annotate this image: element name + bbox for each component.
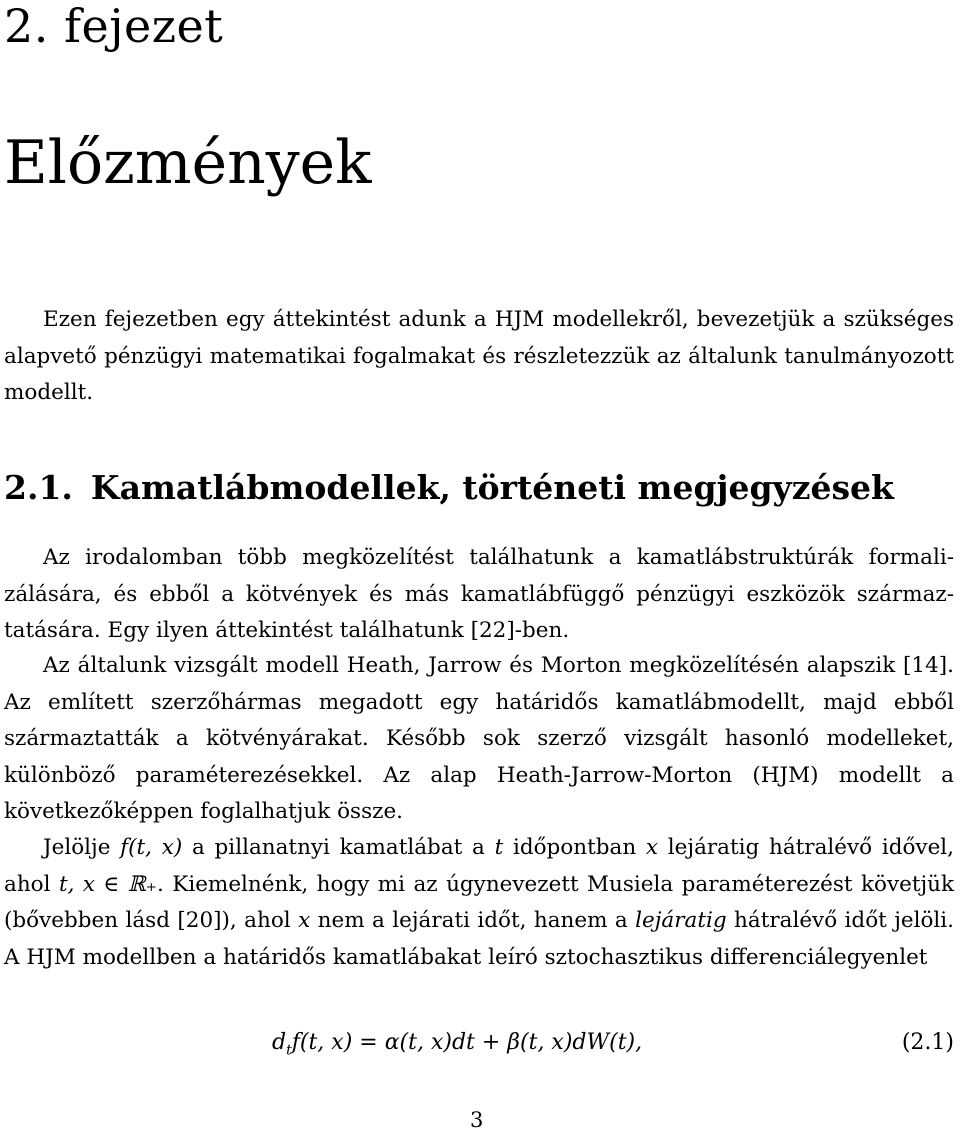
equation-number: (2.1) [901, 1030, 954, 1055]
paragraph-2: Az általunk vizsgált modell Heath, Jarrow és Morton megközelítésén alapszik [14]. Az említett szerzőhármas megadott egy határidős kamatlábmodellt, majd ebből származtatták a kötvényárakat. Később sok szerző vizsgált hasonló modelleket, különböző paraméterezésekkel. Az alap Heath-Jarrow-Morton (HJM) modellt a következőképpen foglalhatjuk össze. [4, 653, 954, 824]
paragraph-3-text: időpontban [503, 835, 646, 860]
document-page [4, 0, 954, 1135]
paragraph-3-text: hátralévő időt jelöli. A HJM modellben a határidős kamatlábakat leíró sztochasztikus differenciálegyenlet [4, 908, 954, 970]
equation-subscript: t [286, 1042, 292, 1059]
chapter-label: 2. fejezet [4, 0, 224, 53]
section-number: 2.1. [4, 468, 73, 507]
paragraph-1: Az irodalomban több megközelítést találhatunk a kamatlábstruktúrák formalizálására, és ebből a kötvények és más kamatlábfüggő pénzügyi eszközök származtatására. Egy ilyen áttekintést találhatunk [22]-ben. [4, 545, 954, 643]
math-x: x [298, 908, 311, 933]
chapter-title: Előzmények [4, 128, 372, 198]
paragraph-3-text: lejáratig hátralévő idővel, ahol [4, 835, 954, 897]
math-t: t [494, 835, 504, 860]
section-title: Kamatlábmodellek, történeti megjegyzések [90, 468, 894, 507]
section-heading [4, 462, 894, 514]
equation-d: d [272, 1030, 287, 1055]
emphasis-lejaratig: lejáratig [635, 908, 727, 933]
paragraph-3-text: nem a lejárati időt, hanem a [310, 908, 636, 933]
paragraph-3 [4, 830, 954, 976]
intro-paragraph: Ezen fejezetben egy áttekintést adunk a HJM modellekről, bevezetjük a szükséges alapvető pénzügyi matematikai fogalmakat és részletezzük az általunk tanulmányozott modellt. [4, 307, 954, 405]
paragraph-3-text: a pillanatnyi kamatlábat a [182, 835, 495, 860]
math-set: t, x ∈ ℝ₊ [58, 871, 157, 897]
paragraph-3-text: . Kiemelnénk, hogy mi az úgynevezett Musiela paraméterezést követjük (bővebben lásd [20]), ahol [4, 871, 955, 933]
equation [272, 1030, 642, 1058]
paragraph-3-text: Jelölje [43, 835, 121, 860]
equation-body: f(t, x) = α(t, x)dt + β(t, x)dW(t), [291, 1030, 643, 1055]
math-x: x [645, 835, 659, 860]
math-f-t-x: f(t, x) [120, 835, 183, 860]
page-number: 3 [470, 1108, 484, 1132]
equation-row [4, 1030, 954, 1070]
